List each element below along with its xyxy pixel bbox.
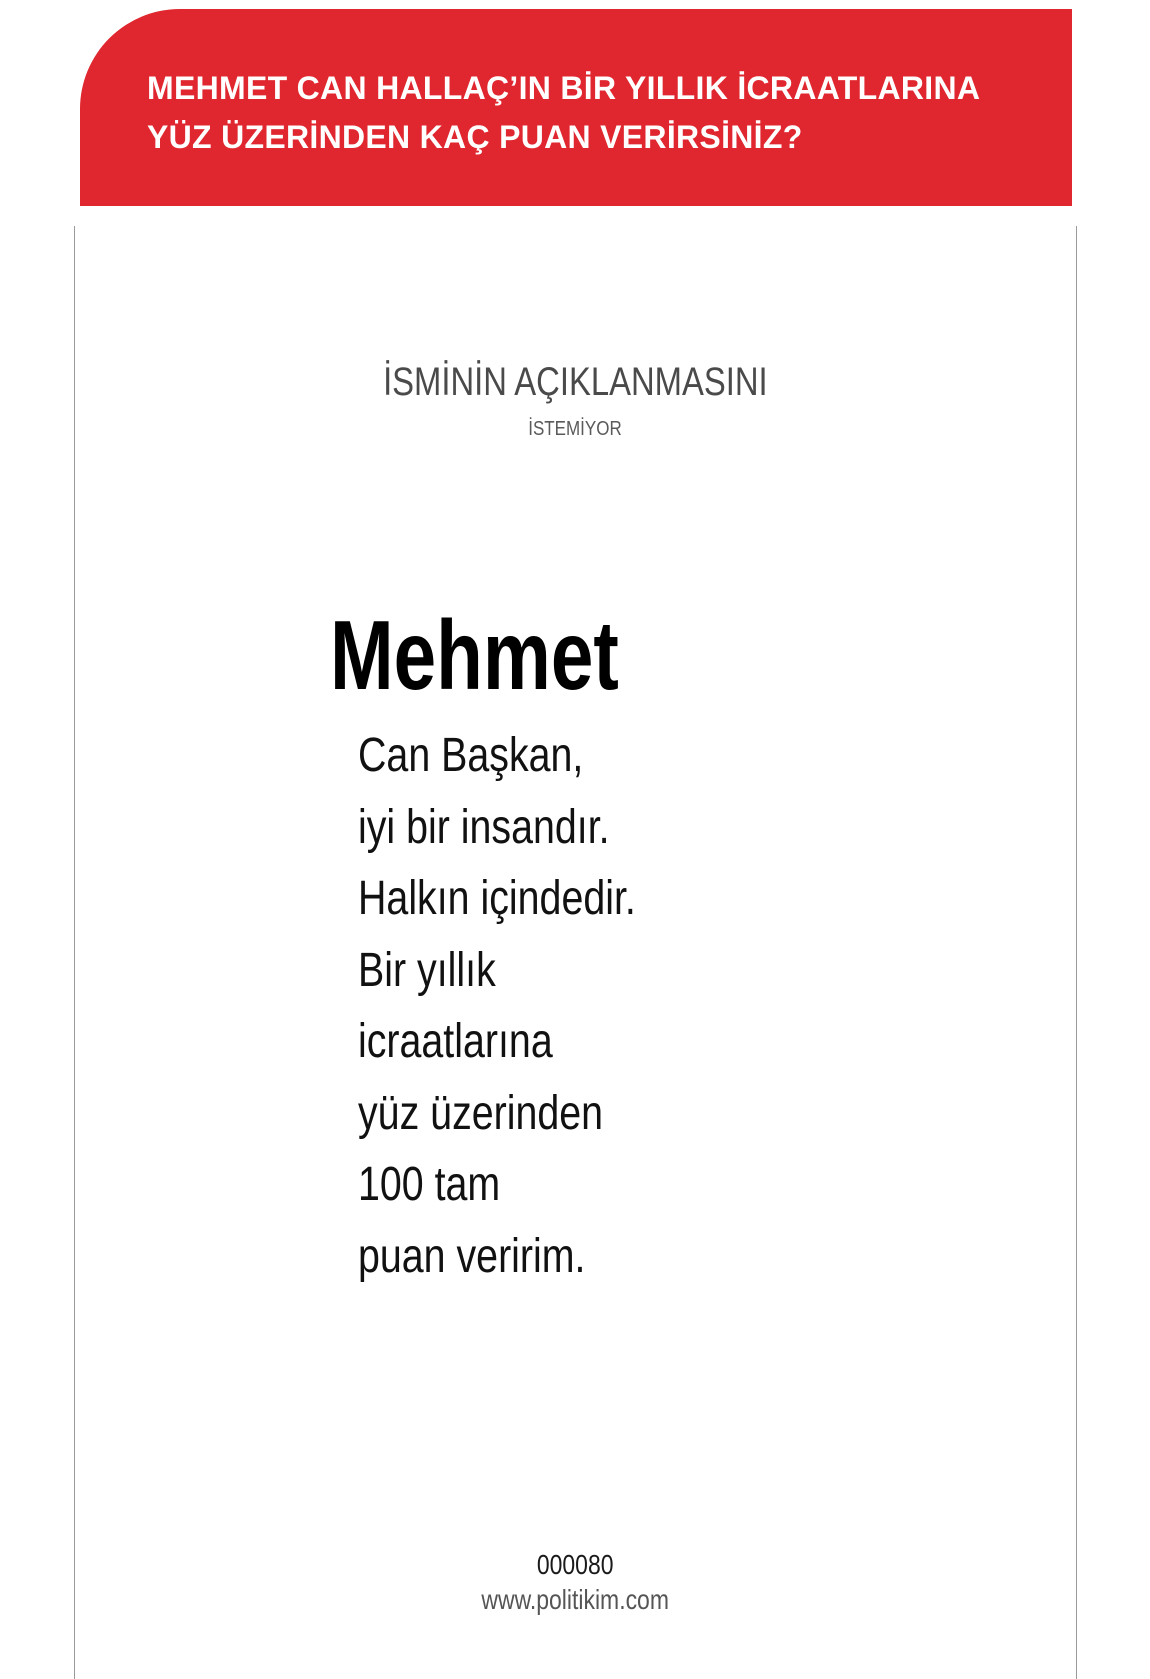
answer-text bbox=[358, 720, 636, 1292]
anonymity-subtitle: İSTEMİYOR bbox=[528, 418, 622, 440]
question-banner bbox=[80, 9, 1072, 206]
respondent-name: Mehmet bbox=[330, 600, 619, 710]
card-right-border bbox=[1076, 226, 1077, 1679]
question-line-1: MEHMET CAN HALLAÇ’IN BİR YILLIK İCRAATLARINA bbox=[147, 70, 981, 106]
website-url[interactable]: www.politikim.com bbox=[481, 1584, 669, 1615]
answer-line: 100 tam bbox=[358, 1158, 501, 1211]
survey-question bbox=[147, 64, 1067, 162]
response-id: 000080 bbox=[536, 1549, 614, 1580]
answer-line: Halkın içindedir. bbox=[358, 872, 636, 925]
answer-line: iyi bir insandır. bbox=[358, 800, 610, 854]
card-left-border bbox=[74, 226, 75, 1679]
anonymity-title: İSMİNİN AÇIKLANMASINI bbox=[383, 360, 768, 404]
answer-line: Bir yıllık bbox=[358, 943, 496, 997]
answer-line: Can Başkan, bbox=[358, 729, 584, 782]
answer-line: puan veririm. bbox=[358, 1229, 586, 1283]
answer-line: icraatlarına bbox=[358, 1015, 553, 1068]
question-line-2: YÜZ ÜZERİNDEN KAÇ PUAN VERİRSİNİZ? bbox=[147, 119, 803, 155]
answer-line: yüz üzerinden bbox=[358, 1086, 604, 1140]
